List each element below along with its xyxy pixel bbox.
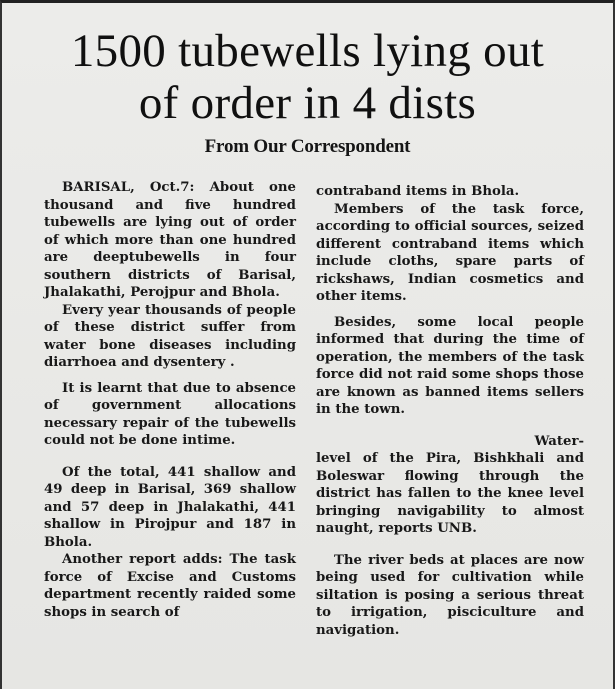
headline-line-2: of order in 4 dists [138,77,477,129]
headline-line-1: 1500 tubewells lying out [70,25,545,77]
paragraph-diseases: Every year thousands of people of these district suffer from water bone diseases including diarrhoea and dysentery . [44,302,296,370]
paragraph-water-start: Water- [534,433,584,449]
paragraph-contraband: contraband items in Bhola. [316,184,520,199]
paragraph-local-people: Besides, some local people informed that during the time of operation, the members of the task force did not raid some shops those are known as banned items sellers in the town. [316,314,584,417]
paragraph-members: Members of the task force, according to official sources, seized different contraband items which include cloths, spare parts of rickshaws, Indian cosmetics and other items. [316,201,584,304]
paragraph-allocations: It is learnt that due to absence of government allocations necessary repair of the tubewells could not be done intime. [44,380,296,448]
paragraph-waterlevel: level of the Pira, Bishkhali and Boleswar flowing through the district has fallen to the knee level bringing navigability to almost naught, reports UNB. [316,451,584,536]
right-column [316,183,584,639]
headline [2,25,613,129]
paragraph-totals: Of the total, 441 shallow and 49 deep in Barisal, 369 shallow and 57 deep in Jhalakathi, 441 shallow in Pirojpur and 187 in Bhola. [44,464,296,550]
byline: From Our Correspondent [204,136,411,157]
paragraph-dateline: BARISAL, Oct.7: About one thousand and five hundred tubewells are lying out of order of which more than one hundred are deeptubewells in four southern districts of Barisal, Jhalakathi, Perojpur and Bhola. [44,180,296,300]
paragraph-report: Another report adds: The task force of Excise and Customs department recently raided some shops in search of [44,552,296,620]
left-column [44,179,296,621]
paragraph-river-beds: The river beds at places are now being used for cultivation while siltation is posing a serious threat to irrigation, pisciculture and navigation. [316,552,584,638]
